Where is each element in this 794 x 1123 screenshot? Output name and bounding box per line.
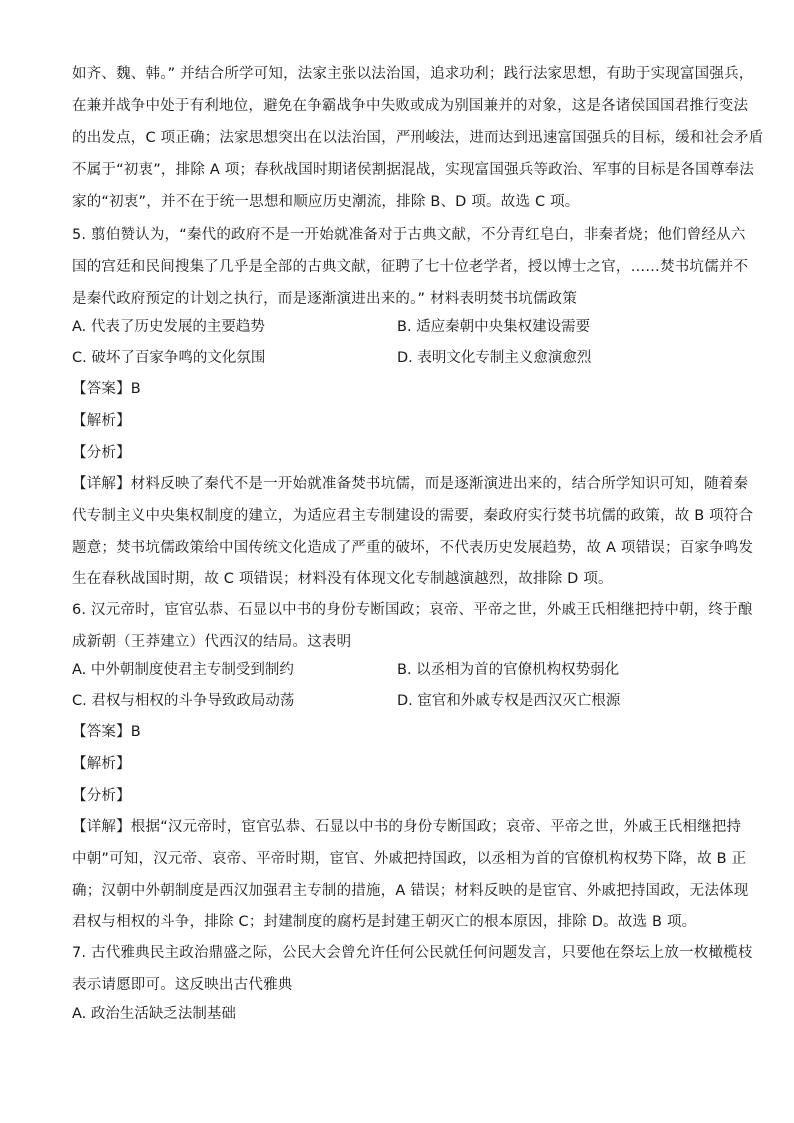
q6-stem-line-2: 成新朝（王莽建立）代西汉的结局。这表明 bbox=[72, 634, 352, 650]
q6-detail-line-3: 确；汉朝中外朝制度是西汉加强君主专制的措施，A 错误；材料反映的是宦官、外戚把持国政，无法体现 bbox=[72, 883, 749, 899]
q6-jiexi-heading: 【解析】 bbox=[72, 756, 131, 772]
q5-option-c: C. 破坏了百家争鸣的文化氛围 bbox=[72, 350, 266, 366]
intro-line-2: 在兼并战争中处于有利地位，避免在争霸战争中失败或成为别国兼并的对象，这是各诸侯国国君推行变法 bbox=[72, 98, 749, 114]
q5-fenxi-heading: 【分析】 bbox=[72, 445, 131, 461]
q7-stem-line-1: 7. 古代雅典民主政治鼎盛之际，公民大会曾允许任何公民就任何问题发言，只要他在祭坛上放一枚橄榄枝 bbox=[72, 945, 753, 961]
q6-detail-line-2: 中朝”可知，汉元帝、哀帝、平帝时期，宦官、外戚把持国政，以丞相为首的官僚机构权势下降，故 B 正 bbox=[72, 851, 747, 867]
q6-option-b: B. 以丞相为首的官僚机构权势弱化 bbox=[397, 662, 620, 678]
q5-detail-line-3: 题意；焚书坑儒政策给中国传统文化造成了严重的破坏，不代表历史发展趋势，故 A 项错误；百家争鸣发 bbox=[72, 540, 754, 556]
q5-detail-line-1: 【详解】材料反映了秦代不是一开始就准备焚书坑儒，而是逐渐演进出来的，结合所学知识可知，随着秦 bbox=[72, 476, 749, 492]
q5-jiexi-heading: 【解析】 bbox=[72, 413, 131, 429]
q6-detail-line-1: 【详解】根据“汉元帝时，宦官弘恭、石显以中书的身份专断国政；哀帝、平帝之世，外戚王氏相继把持 bbox=[72, 819, 742, 835]
q5-detail-line-2: 代专制主义中央集权制度的建立，为适应君主专制建设的需要，秦政府实行焚书坑儒的政策，故 B 项符合 bbox=[72, 508, 754, 524]
q6-detail-line-4: 君权与相权的斗争，排除 C；封建制度的腐朽是封建王朝灭亡的根本原因，排除 D。故选 B 项。 bbox=[72, 914, 697, 930]
q5-stem-line-1: 5. 翦伯赞认为，“秦代的政府不是一开始就准备对于古典文献，不分青红皂白，非秦者烧；他们曾经从六 bbox=[72, 227, 746, 243]
q6-stem-line-1: 6. 汉元帝时，宦官弘恭、石显以中书的身份专断国政；哀帝、平帝之世，外戚王氏相继把持中朝，终于酿 bbox=[72, 602, 753, 618]
q6-option-d: D. 宦官和外戚专权是西汉灭亡根源 bbox=[397, 693, 621, 709]
q5-option-a: A. 代表了历史发展的主要趋势 bbox=[72, 319, 265, 335]
intro-line-5: 家的“初衷”，并不在于统一思想和顺应历史潮流，排除 B、D 项。故选 C 项。 bbox=[72, 194, 580, 210]
q7-stem-line-2: 表示请愿即可。这反映出古代雅典 bbox=[72, 977, 293, 993]
q5-option-b: B. 适应秦朝中央集权建设需要 bbox=[397, 319, 591, 335]
intro-line-4: 不属于“初衷”，排除 A 项；春秋战国时期诸侯割据混战，实现富国强兵等政治、军事的目标是各国尊奉法 bbox=[72, 162, 754, 178]
q5-answer: 【答案】B bbox=[72, 381, 141, 397]
q6-option-a: A. 中外朝制度使君主专制受到制约 bbox=[72, 662, 294, 678]
q5-option-d: D. 表明文化专制主义愈演愈烈 bbox=[397, 350, 592, 366]
q7-option-a: A. 政治生活缺乏法制基础 bbox=[72, 1006, 236, 1022]
q6-answer: 【答案】B bbox=[72, 724, 141, 740]
q5-stem-line-2: 国的宫廷和民间搜集了几乎是全部的古典文献，征聘了七十位老学者，授以博士之官，……焚书坑儒并不 bbox=[72, 259, 749, 275]
intro-line-3: 的出发点，C 项正确；法家思想突出在以法治国，严刑峻法，进而达到迅速富国强兵的目标，缓和社会矛盾 bbox=[72, 130, 764, 146]
q6-option-c: C. 君权与相权的斗争导致政局动荡 bbox=[72, 693, 295, 709]
q6-fenxi-heading: 【分析】 bbox=[72, 788, 131, 804]
intro-line-1: 如齐、魏、韩。” 并结合所学可知，法家主张以法治国，追求功利；践行法家思想，有助于实现富国强兵， bbox=[72, 66, 754, 82]
q5-detail-line-4: 生在春秋战国时期，故 C 项错误；材料没有体现文化专制越演越烈，故排除 D 项。 bbox=[72, 571, 613, 587]
q5-stem-line-3: 是秦代政府预定的计划之执行，而是逐渐演进出来的。” 材料表明焚书坑儒政策 bbox=[72, 291, 578, 307]
